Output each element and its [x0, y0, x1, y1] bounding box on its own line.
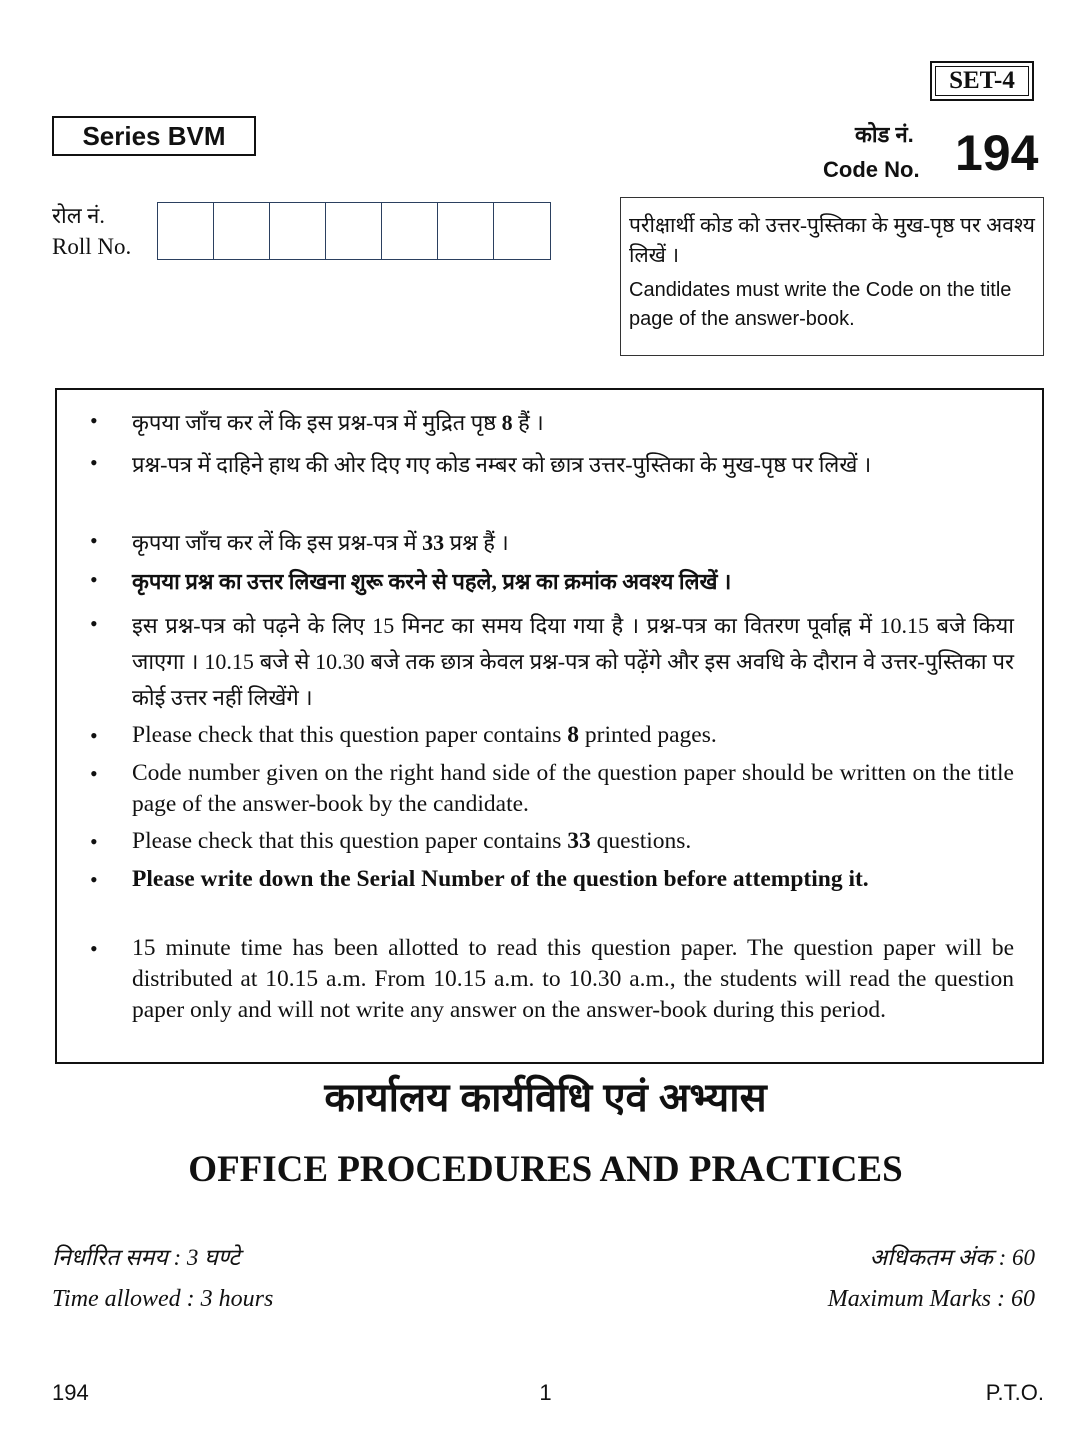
- instruction-text: हैं ।: [512, 410, 544, 435]
- instruction-text: Code number given on the right hand side of the question paper should be written on the title page of the answer-book by the candidate.: [132, 760, 1014, 817]
- instructions-box: [55, 388, 1044, 1064]
- bullet-icon: •: [90, 528, 98, 553]
- code-label-hindi: कोड नं.: [855, 122, 914, 147]
- instruction-text: प्रश्न हैं ।: [444, 530, 509, 555]
- instruction-number: 33: [422, 530, 445, 555]
- instruction-text: 15 minute time has been allotted to read this question paper. The question paper will be distributed at 10.15 a.m. From 10.15 a.m. to 10.30 a.m., the students will read the question paper only and will not write any answer on the answer-book during this period.: [132, 935, 1014, 1023]
- footer-pto: P.T.O.: [985, 1380, 1044, 1405]
- time-allowed-en: Time allowed : 3 hours: [52, 1286, 274, 1312]
- instruction-text: Please check that this question paper contains: [132, 722, 568, 748]
- roll-label-en: Roll No.: [52, 234, 132, 259]
- max-marks-hindi: अधिकतम अंक : 60: [869, 1245, 1035, 1270]
- code-number: 194: [955, 125, 1039, 181]
- footer-code: 194: [52, 1380, 89, 1405]
- set-label: SET-4: [949, 67, 1015, 94]
- series-badge: [52, 116, 256, 156]
- bullet-icon: •: [90, 829, 98, 854]
- roll-digit-box[interactable]: [494, 203, 550, 259]
- bullet-icon: •: [90, 408, 98, 433]
- bullet-icon: •: [90, 761, 98, 786]
- subject-title-english: OFFICE PROCEDURES AND PRACTICES: [188, 1149, 903, 1190]
- roll-digit-box[interactable]: [438, 203, 494, 259]
- bullet-icon: •: [90, 867, 98, 892]
- series-label: Series BVM: [82, 120, 226, 151]
- candidate-note-en: Candidates must write the Code on the title page of the answer-book.: [629, 279, 1012, 330]
- max-marks-en: Maximum Marks : 60: [827, 1286, 1035, 1312]
- instruction-text: Please check that this question paper contains: [132, 828, 568, 854]
- candidate-note-box: [620, 197, 1044, 356]
- instruction-text: इस प्रश्न-पत्र को पढ़ने के लिए 15 मिनट का समय दिया गया है । प्रश्न-पत्र का वितरण पूर्वाह्न में 10.15 बजे किया जाएगा । 10.15 बजे से 10.30 बजे तक छात्र केवल प्रश्न-पत्र को पढ़ेंगे और इस अवधि के दौरान वे उत्तर-पुस्तिका पर कोई उत्तर नहीं लिखेंगे ।: [132, 613, 1014, 710]
- set-badge: [930, 61, 1034, 101]
- instruction-text: कृपया प्रश्न का उत्तर लिखना शुरू करने से पहले, प्रश्न का क्रमांक अवश्य लिखें ।: [132, 569, 732, 594]
- instruction-text: कृपया जाँच कर लें कि इस प्रश्न-पत्र में: [132, 530, 423, 555]
- bullet-icon: •: [90, 611, 98, 636]
- bullet-icon: •: [90, 723, 98, 748]
- roll-digit-box[interactable]: [270, 203, 326, 259]
- bullet-icon: •: [90, 450, 98, 475]
- time-allowed-hindi: निर्धारित समय : 3 घण्टे: [52, 1245, 240, 1270]
- instruction-text: printed pages.: [579, 722, 717, 748]
- roll-digit-box[interactable]: [214, 203, 270, 259]
- subject-title-hindi: कार्यालय कार्यविधि एवं अभ्यास: [324, 1076, 767, 1120]
- instruction-text: प्रश्न-पत्र में दाहिने हाथ की ओर दिए गए कोड नम्बर को छात्र उत्तर-पुस्तिका के मुख-पृष्ठ पर लिखें ।: [132, 452, 872, 477]
- footer-page-number: 1: [539, 1380, 552, 1405]
- roll-digit-box[interactable]: [158, 203, 214, 259]
- roll-digit-box[interactable]: [326, 203, 382, 259]
- instruction-text: Please write down the Serial Number of the question before attempting it.: [132, 866, 869, 892]
- roll-number-boxes[interactable]: [157, 202, 551, 260]
- bullet-icon: •: [90, 936, 98, 961]
- instruction-text: कृपया जाँच कर लें कि इस प्रश्न-पत्र में मुद्रित पृष्ठ: [132, 410, 502, 435]
- roll-label-hindi: रोल नं.: [52, 203, 105, 228]
- candidate-note-hindi: परीक्षार्थी कोड को उत्तर-पुस्तिका के मुख-पृष्ठ पर अवश्य लिखें ।: [629, 213, 1035, 267]
- instruction-number: 8: [501, 410, 513, 435]
- instruction-number: 8: [567, 722, 580, 748]
- instruction-number: 33: [567, 828, 591, 854]
- roll-digit-box[interactable]: [382, 203, 438, 259]
- code-label-en: Code No.: [823, 157, 920, 182]
- bullet-icon: •: [90, 567, 98, 592]
- instruction-text: questions.: [590, 828, 692, 854]
